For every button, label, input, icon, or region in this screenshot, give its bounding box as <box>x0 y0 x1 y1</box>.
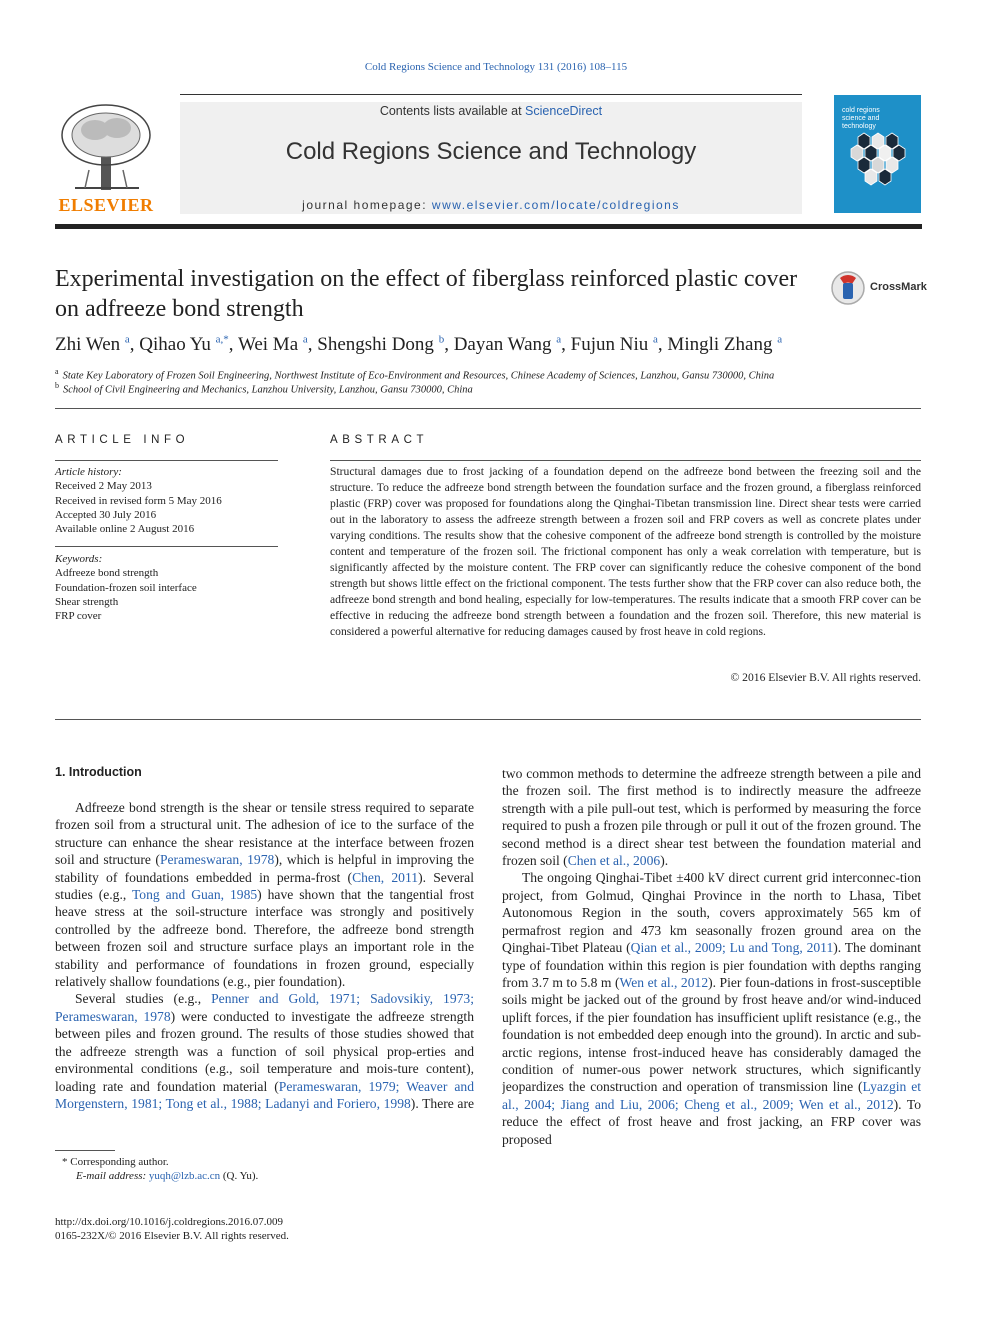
footnote-email: E-mail address: yuqh@lzb.ac.cn (Q. Yu). <box>76 1170 259 1182</box>
author[interactable]: Mingli Zhang $^a$ <box>667 334 783 356</box>
body-column-left <box>55 799 474 1115</box>
citation-link[interactable]: Perameswaran, 1979; Weaver and Morgenstern, 1981; Tong et al., 1988; Ladanyi and Foriero, 1998 <box>55 1078 474 1111</box>
article-history: Article history: Received 2 May 2013 Received in revised form 5 May 2016 Accepted 30 July 2016 Available online 2 August 2016 <box>55 466 222 536</box>
article-info-heading: ARTICLE INFO <box>55 434 190 446</box>
keyword: Shear strength <box>55 595 119 608</box>
elsevier-tree-icon <box>55 100 157 196</box>
author[interactable]: Zhi Wen $^a$, <box>55 334 140 356</box>
keywords: Keywords: Adfreeze bond strength Foundation-frozen soil interface Shear strength FRP cover <box>55 552 280 623</box>
author[interactable]: Shengshi Dong $^b$, <box>317 334 454 356</box>
author[interactable]: Fujun Niu $^a$, <box>570 334 668 356</box>
paragraph: Adfreeze bond strength is the shear or tensile stress required to separate frozen soil from a structural unit. The adhesion of ice to the surface of the structure can enhance the shear resistance at the interface between frozen soil and structure (Perameswaran, 1978), which is helpful in improving the stability of foundations embedded in perma-frost (Chen, 2011). Several studies (e.g., Tong and Guan, 1985) have shown that the tangential frost heave stress at the soil-structure interface was strongly and positively controlled by the adfreeze bond. Therefore, the adfreeze bond strength between frozen soil and structure surface plays an important role in the stability and performance of foundations in frozen ground, especially relatively shallow foundations (e.g., pier foundation). <box>55 800 474 990</box>
divider <box>55 719 921 720</box>
affiliation-a: $^a$ State Key Laboratory of Frozen Soil Engineering, Northwest Institute of Eco-Environment and Resources, Chinese Academy of Sciences, Lanzhou, Gansu 730000, China <box>55 367 775 382</box>
paragraph: The ongoing Qinghai-Tibet ±400 kV direct current grid interconnec-tion project, from Golmud, Qinghai Province in the north to Lhasa, Tibet Autonomous Region in the south, covers approximately 565 km of permafrost region and 473 km seasonally frozen ground area on the Qinghai-Tibet Plateau (Qian et al., 2009; Lu and Tong, 2011). The dominant type of foundation within this region is pier foundation with depths ranging from 3.7 m to 5.8 m (Wen et al., 2012). Pier foun-dations in frost-susceptible soils might be jacked out of the ground by frost heave and/or wind-induced uplift forces, if the pier foundation has insufficient uplift resistance (e.g., the foundation is not embedded deep enough into the ground). In arctic and sub-arctic regions, intense frost-induced heave has considerably damaged the condition of numer-ous power network structures, which significantly jeopardizes the construction and operation of transmission line (Lyazgin et al., 2004; Jiang and Liu, 2006; Cheng et al., 2009; Wen et al., 2012). To reduce the effect of frost heave and frost jacking, an FRP cover was proposed <box>502 870 921 1147</box>
footnote-corresponding: * Corresponding author. <box>62 1156 169 1168</box>
divider <box>330 460 921 461</box>
journal-cover-image <box>834 95 921 213</box>
affiliation-b: $^b$ School of Civil Engineering and Mechanics, Lanzhou University, Lanzhou, Gansu 730000, China <box>55 381 473 396</box>
paragraph: two common methods to determine the adfreeze strength between a pile and the frozen soil. The first method is to indirectly measure the adfreeze strength with a pile pull-out test, which is performed by measuring the force required to push a frozen pile through or pull it out of the frozen ground. The second method is a direct shear test between the foundation material and frozen soil (Chen et al., 2006). <box>502 766 921 869</box>
divider <box>55 408 921 409</box>
cover-title: cold regions science and technology <box>842 107 880 130</box>
hexagon-pattern-icon <box>834 95 921 213</box>
keyword: Adfreeze bond strength <box>55 567 159 580</box>
author[interactable]: Dayan Wang $^a$, <box>453 334 571 356</box>
abstract-text: Structural damages due to frost jacking of a foundation depend on the adfreeze bond between the freezing soil and the structure. To reduce the adfreeze bond strength between the foundation surface and the frozen ground, a fiberglass reinforced plastic (FRP) cover was proposed for foundations along the Qinghai-Tibetan transmission line. Direct shear tests were carried out in the laboratory to assess the adfreeze strength between a frozen soil and FRP covers as well as concrete plates under varying conditions. The results show that the cohesive component of the adfreeze bond strength is controlled by the moisture content and temperature of the frozen soil. The frictional component has only a weak correlation with temperature, but is significantly affected by the moisture content. The FRP cover can significantly reduce the cohesive component of the bond strength but shows little effect on the frictional component. The tests further show that the FRP cover can also reduce both, the adfreeze bond strength and bond healing, especially for low-temperatures. The results indicate that a smooth FRP cover can be effective in reducing the adfreeze bond strength between a foundation and the frozen soil. Therefore, this new material is considered a powerful alternative for reducing damages caused by frost heave in cold regions. <box>330 465 921 638</box>
body-column-right <box>502 765 921 1185</box>
citation-link[interactable]: Perameswaran, 1978 <box>159 852 275 868</box>
homepage-line: journal homepage: www.elsevier.com/locate/coldregions <box>302 198 680 212</box>
homepage-link[interactable]: www.elsevier.com/locate/coldregions <box>431 198 680 212</box>
crossmark-label: CrossMark <box>870 281 927 293</box>
sciencedirect-link[interactable]: ScienceDirect <box>525 104 603 118</box>
citation-link[interactable]: Chen et al., 2006 <box>567 853 661 869</box>
author-list <box>55 334 925 356</box>
citation-link[interactable]: Penner and Gold, 1971; Sadovsikiy, 1973; Perameswaran, 1978 <box>55 991 474 1024</box>
paragraph: Several studies (e.g., Penner and Gold, 1971; Sadovsikiy, 1973; Perameswaran, 1978) were conducted to investigate the adfreeze strength between piles and frozen ground. The results of those studies showed that the adfreeze strength was a function of soil physical prop-erties and environmental conditions (e.g., soil temperature and mois-ture content), loading rate and foundation material (Perameswaran, 1979; Weaver and Morgenstern, 1981; Tong et al., 1988; Ladanyi and Foriero, 1998). There are <box>55 991 474 1111</box>
keyword: FRP cover <box>55 610 102 623</box>
masthead-bottom-rule <box>55 224 922 229</box>
abstract-heading: ABSTRACT <box>330 434 429 446</box>
footnote-rule <box>55 1150 115 1151</box>
citation-link[interactable]: Lyazgin et al., 2004; Jiang and Liu, 2006; Cheng et al., 2009; Wen et al., 2012 <box>502 1079 921 1112</box>
divider <box>55 460 278 461</box>
issn-line: 0165-232X/© 2016 Elsevier B.V. All rights reserved. <box>55 1230 289 1242</box>
elsevier-wordmark: ELSEVIER <box>58 195 154 215</box>
keyword: Foundation-frozen soil interface <box>55 581 197 594</box>
citation-link[interactable]: Tong and Guan, 1985 <box>131 887 258 903</box>
crossmark-icon <box>830 270 866 306</box>
abstract-copyright: © 2016 Elsevier B.V. All rights reserved. <box>730 671 921 684</box>
running-head[interactable]: Cold Regions Science and Technology 131 (2016) 108–115 <box>364 61 628 73</box>
doi-link[interactable]: http://dx.doi.org/10.1016/j.coldregions.2016.07.009 <box>55 1216 284 1228</box>
journal-title: Cold Regions Science and Technology <box>285 138 697 165</box>
crossmark-badge[interactable] <box>830 268 930 308</box>
article-title: Experimental investigation on the effect of fiberglass reinforced plastic cover on adfreeze bond strength <box>55 266 798 322</box>
section-heading: 1. Introduction <box>55 765 142 779</box>
elsevier-logo <box>55 100 157 216</box>
citation-link[interactable]: Chen, 2011 <box>352 869 419 885</box>
citation-link[interactable]: Qian et al., 2009; Lu and Tong, 2011 <box>630 940 834 956</box>
author[interactable]: Qihao Yu $^{a,*}$, <box>139 334 238 356</box>
citation-link[interactable]: Wen et al., 2012 <box>619 974 709 990</box>
author[interactable]: Wei Ma $^a$, <box>237 334 318 356</box>
contents-line: Contents lists available at ScienceDirect <box>379 104 603 118</box>
masthead-top-rule <box>180 94 802 95</box>
email-link[interactable]: yuqh@lzb.ac.cn <box>148 1170 221 1182</box>
divider <box>55 546 278 547</box>
